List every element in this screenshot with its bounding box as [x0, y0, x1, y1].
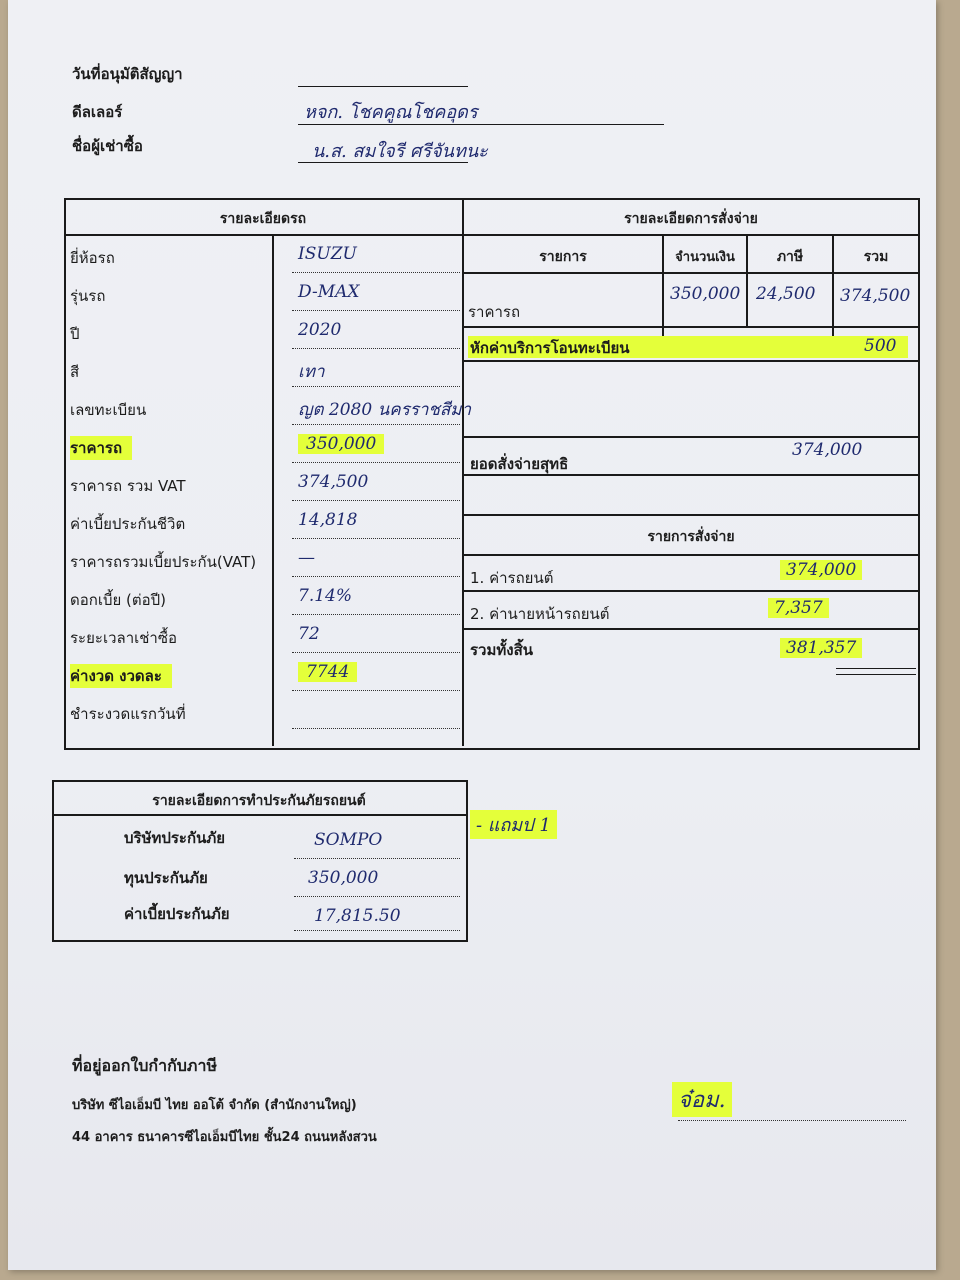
car-row-label: ราคารถ: [70, 436, 132, 460]
order1-value: 374,000: [780, 560, 862, 580]
car-row-value: เทา: [298, 362, 325, 382]
premium-dots: [294, 930, 460, 931]
sum-label: รวมทั้งสิ้น: [470, 641, 533, 659]
car-row-label: สี: [70, 363, 80, 381]
car-row-label: ระยะเวลาเช่าซื้อ: [70, 629, 178, 647]
car-row-dots: [292, 728, 460, 729]
car-row-dots: [292, 348, 460, 349]
payment-car-price-label: ราคารถ: [468, 303, 521, 321]
car-row-label: ค่าเบี้ยประกันชีวิต: [70, 515, 186, 533]
car-row-value: 350,000: [298, 434, 384, 454]
car-row-value: —: [298, 548, 315, 568]
car-row-label: เลขทะเบียน: [70, 401, 147, 419]
car-row-value: D-MAX: [298, 282, 360, 302]
sum-underline-2: [836, 674, 916, 675]
net-label: ยอดสั่งจ่ายสุทธิ: [470, 455, 569, 473]
col-amount-header: จำนวนเงิน: [675, 250, 735, 265]
main-table-divider: [462, 198, 464, 746]
payment-row-line-3: [464, 436, 918, 438]
car-row-label: ยี่ห้อรถ: [70, 249, 115, 267]
payment-details-title: รายละเอียดการสั่งจ่าย: [624, 211, 758, 227]
car-row-value: 7.14%: [298, 586, 353, 606]
car-row-dots: [292, 386, 460, 387]
car-row-dots: [292, 652, 460, 653]
car-row-label: ค่างวด งวดละ: [70, 664, 172, 688]
payment-car-price-tax: 24,500: [756, 284, 816, 304]
car-row-value: 72: [298, 624, 320, 644]
car-row-value: 14,818: [298, 510, 358, 530]
payment-row-line-1: [464, 326, 918, 328]
payment-row-line-7: [464, 590, 918, 592]
car-row-label: ปี: [70, 325, 80, 343]
payment-row-line-4: [464, 474, 918, 476]
lessee-value: น.ส. สมใจรี ศรีจันทนะ: [312, 141, 488, 162]
tax-address-line: 44 อาคาร ธนาคารซีไอเอ็มบีไทย ชั้น24 ถนนหลังสวน: [72, 1130, 377, 1145]
car-row-label: ราคารถ รวม VAT: [70, 477, 186, 495]
car-row-label: ดอกเบี้ย (ต่อปี): [70, 591, 167, 609]
insurance-note: - แถมป 1: [470, 810, 557, 839]
car-row-value: 2020: [298, 320, 342, 340]
order2-label: 2. ค่านายหน้ารถยนต์: [470, 605, 610, 623]
main-header-line: [64, 234, 918, 236]
transfer-fee-label: หักค่าบริการโอนทะเบียน: [470, 339, 630, 357]
premium-value: 17,815.50: [314, 906, 401, 926]
payment-row-line-6: [464, 554, 918, 556]
tax-address-company: บริษัท ซีไอเอ็มบี ไทย ออโต้ จำกัด (สำนักงานใหญ่): [72, 1098, 357, 1113]
car-row-dots: [292, 614, 460, 615]
net-value: 374,000: [792, 440, 863, 460]
car-row-dots: [292, 576, 460, 577]
payment-car-price-amount: 350,000: [670, 284, 741, 304]
contract-date-line: [298, 86, 468, 87]
car-row-dots: [292, 690, 460, 691]
car-row-dots: [292, 500, 460, 501]
car-row-dots: [292, 310, 460, 311]
insurance-title: รายละเอียดการทำประกันภัยรถยนต์: [152, 793, 366, 809]
lessee-line: [298, 162, 468, 163]
order2-value: 7,357: [768, 598, 829, 618]
car-row-value: 7744: [298, 662, 357, 682]
car-row-value: ญต 2080 นครราชสีมา: [298, 400, 472, 420]
car-row-dots: [292, 462, 460, 463]
car-row-label: ชำระงวดแรกวันที่: [70, 705, 186, 723]
document-page: [8, 0, 936, 1270]
payment-row-line-8: [464, 628, 918, 630]
car-row-dots: [292, 272, 460, 273]
orders-title: รายการสั่งจ่าย: [647, 529, 735, 545]
payment-row-line-2: [464, 360, 918, 362]
payment-col-header-line: [464, 272, 918, 274]
dealer-label: ดีลเลอร์: [72, 103, 123, 121]
col-item-header: รายการ: [539, 249, 587, 265]
insurance-company-dots: [294, 858, 460, 859]
car-row-dots: [292, 424, 460, 425]
car-row-dots: [292, 538, 460, 539]
insurance-header-line: [52, 814, 466, 816]
car-details-title: รายละเอียดรถ: [219, 211, 307, 227]
sum-insured-dots: [294, 896, 460, 897]
dealer-value: หจก. โชคคูณโชคอุดร: [304, 102, 478, 123]
order1-label: 1. ค่ารถยนต์: [470, 569, 554, 587]
transfer-fee-total: 500: [864, 336, 897, 356]
premium-label: ค่าเบี้ยประกันภัย: [124, 905, 230, 923]
col-tax-header: ภาษี: [776, 249, 804, 265]
insurance-company-value: SOMPO: [314, 830, 383, 850]
car-row-label: รุ่นรถ: [70, 287, 106, 305]
car-col-divider: [272, 234, 274, 746]
payment-row-line-5: [464, 514, 918, 516]
car-row-value: 374,500: [298, 472, 369, 492]
signature: จ๋อม.: [672, 1082, 732, 1117]
sum-value: 381,357: [780, 638, 862, 658]
sum-underline-1: [836, 668, 916, 669]
tax-address-title: ที่อยู่ออกใบกำกับภาษี: [72, 1056, 217, 1075]
payment-car-price-total: 374,500: [840, 286, 911, 306]
signature-dots: [678, 1120, 906, 1121]
car-row-label: ราคารถรวมเบี้ยประกัน(VAT): [70, 553, 257, 571]
insurance-company-label: บริษัทประกันภัย: [124, 829, 226, 847]
col-total-header: รวม: [863, 249, 889, 265]
sum-insured-value: 350,000: [308, 868, 379, 888]
dealer-line: [298, 124, 664, 125]
car-row-value: ISUZU: [298, 244, 357, 264]
sum-insured-label: ทุนประกันภัย: [124, 869, 208, 887]
contract-date-label: วันที่อนุมัติสัญญา: [72, 65, 183, 83]
lessee-label: ชื่อผู้เช่าซื้อ: [72, 137, 143, 155]
